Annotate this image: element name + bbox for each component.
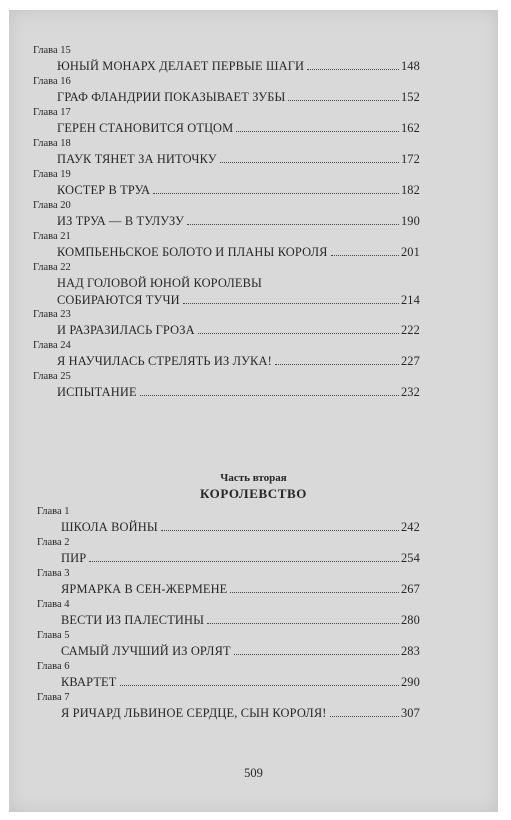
dot-leader — [307, 69, 399, 70]
chapter-title: Я НАУЧИЛАСЬ СТРЕЛЯТЬ ИЗ ЛУКА! — [57, 354, 272, 368]
page-ref: 307 — [400, 706, 420, 720]
toc-entry — [9, 505, 498, 536]
chapter-title: И РАЗРАЗИЛАСЬ ГРОЗА — [57, 323, 195, 337]
chapter-title: ИЗ ТРУА — В ТУЛУЗУ — [57, 214, 185, 228]
chapter-title-line — [9, 274, 498, 292]
chapter-title: САМЫЙ ЛУЧШИЙ ИЗ ОРЛЯТ — [61, 644, 231, 658]
dot-leader — [207, 623, 399, 624]
page-ref: 148 — [400, 59, 420, 73]
chapter-number: Глава 5 — [37, 630, 70, 641]
page-ref: 222 — [400, 323, 420, 337]
page-ref: 227 — [400, 354, 420, 368]
dot-leader — [234, 654, 399, 655]
page-ref: 214 — [400, 293, 420, 307]
chapter-number: Глава 21 — [33, 231, 71, 242]
chapter-number: Глава 18 — [33, 138, 71, 149]
dot-leader — [161, 530, 399, 531]
chapter-title: Я РИЧАРД ЛЬВИНОЕ СЕРДЦЕ, СЫН КОРОЛЯ! — [61, 706, 327, 720]
chapter-number: Глава 23 — [33, 309, 71, 320]
toc-entry — [9, 339, 498, 370]
page-ref: 172 — [400, 152, 420, 166]
chapter-title: СОБИРАЮТСЯ ТУЧИ — [57, 293, 180, 307]
page-ref: 254 — [400, 551, 420, 565]
chapter-number: Глава 22 — [33, 262, 71, 273]
dot-leader — [120, 685, 399, 686]
toc-part-two — [9, 505, 498, 722]
chapter-title: ГРАФ ФЛАНДРИИ ПОКАЗЫВАЕТ ЗУБЫ — [57, 90, 286, 104]
chapter-title: ВЕСТИ ИЗ ПАЛЕСТИНЫ — [61, 613, 205, 627]
page-ref: 162 — [400, 121, 420, 135]
chapter-number: Глава 25 — [33, 371, 71, 382]
chapter-title-line — [9, 292, 498, 308]
chapter-number: Глава 17 — [33, 107, 71, 118]
chapter-title-line — [9, 181, 498, 199]
chapter-title: КОМПЬЕНЬСКОЕ БОЛОТО И ПЛАНЫ КОРОЛЯ — [57, 245, 328, 259]
dot-leader — [330, 716, 399, 717]
toc-entry — [9, 230, 498, 261]
chapter-title-line — [9, 611, 498, 629]
chapter-number: Глава 1 — [37, 506, 70, 517]
dot-leader — [140, 395, 399, 396]
toc-entry — [9, 308, 498, 339]
toc-entry — [9, 536, 498, 567]
chapter-number: Глава 2 — [37, 537, 70, 548]
part-title: КОРОЛЕВСТВО — [199, 486, 307, 501]
chapter-title-line — [9, 243, 498, 261]
dot-leader — [236, 131, 399, 132]
chapter-number: Глава 15 — [33, 45, 71, 56]
dot-leader — [153, 193, 399, 194]
chapter-title-line — [9, 352, 498, 370]
dot-leader — [288, 100, 399, 101]
chapter-title-line — [9, 150, 498, 168]
toc-entry — [9, 106, 498, 137]
chapter-title: ИСПЫТАНИЕ — [57, 385, 137, 399]
page-ref: 182 — [400, 183, 420, 197]
chapter-title-line — [9, 673, 498, 691]
dot-leader — [89, 561, 399, 562]
chapter-title: КОСТЕР В ТРУА — [57, 183, 151, 197]
chapter-title: ШКОЛА ВОЙНЫ — [61, 520, 158, 534]
chapter-title-line — [9, 704, 498, 722]
chapter-title-line — [9, 383, 498, 401]
chapter-number: Глава 6 — [37, 661, 70, 672]
toc-entry — [9, 261, 498, 308]
toc-entry — [9, 75, 498, 106]
chapter-title-line — [9, 212, 498, 230]
chapter-title-line — [9, 321, 498, 339]
dot-leader — [183, 303, 399, 304]
page-ref: 290 — [400, 675, 420, 689]
page-ref: 280 — [400, 613, 420, 627]
chapter-number: Глава 24 — [33, 340, 71, 351]
page-number: 509 — [244, 766, 263, 780]
toc-entry — [9, 598, 498, 629]
dot-leader — [187, 224, 399, 225]
page-ref: 201 — [400, 245, 420, 259]
chapter-title-line — [9, 57, 498, 75]
page-ref: 190 — [400, 214, 420, 228]
chapter-title: ПИР — [61, 551, 87, 565]
chapter-title: ЯРМАРКА В СЕН-ЖЕРМЕНЕ — [61, 582, 228, 596]
dot-leader — [275, 364, 399, 365]
toc-entry — [9, 660, 498, 691]
chapter-title-line — [9, 580, 498, 598]
toc-entry — [9, 691, 498, 722]
chapter-number: Глава 19 — [33, 169, 71, 180]
toc-entry — [9, 370, 498, 401]
toc-entry — [9, 44, 498, 75]
page-ref: 267 — [400, 582, 420, 596]
dot-leader — [230, 592, 399, 593]
toc-entry — [9, 137, 498, 168]
part-label: Часть вторая — [220, 472, 287, 484]
chapter-number: Глава 4 — [37, 599, 70, 610]
dot-leader — [220, 162, 399, 163]
toc-entry — [9, 567, 498, 598]
chapter-number: Глава 7 — [37, 692, 70, 703]
toc-entry — [9, 168, 498, 199]
chapter-number: Глава 16 — [33, 76, 71, 87]
chapter-title-line — [9, 549, 498, 567]
book-page — [9, 10, 498, 812]
chapter-title: КВАРТЕТ — [61, 675, 117, 689]
toc-entry — [9, 629, 498, 660]
chapter-title: НАД ГОЛОВОЙ ЮНОЙ КОРОЛЕВЫ — [57, 276, 262, 290]
dot-leader — [331, 255, 399, 256]
chapter-title: ПАУК ТЯНЕТ ЗА НИТОЧКУ — [57, 152, 217, 166]
toc-entry — [9, 199, 498, 230]
toc-part-one — [9, 44, 498, 401]
chapter-title-line — [9, 88, 498, 106]
chapter-number: Глава 20 — [33, 200, 71, 211]
dot-leader — [198, 333, 399, 334]
page-ref: 152 — [400, 90, 420, 104]
page-ref: 283 — [400, 644, 420, 658]
chapter-title: ЮНЫЙ МОНАРХ ДЕЛАЕТ ПЕРВЫЕ ШАГИ — [57, 59, 305, 73]
chapter-title-line — [9, 518, 498, 536]
chapter-number: Глава 3 — [37, 568, 70, 579]
chapter-title: ГЕРЕН СТАНОВИТСЯ ОТЦОМ — [57, 121, 234, 135]
chapter-title-line — [9, 642, 498, 660]
page-ref: 232 — [400, 385, 420, 399]
chapter-title-line — [9, 119, 498, 137]
page-ref: 242 — [400, 520, 420, 534]
